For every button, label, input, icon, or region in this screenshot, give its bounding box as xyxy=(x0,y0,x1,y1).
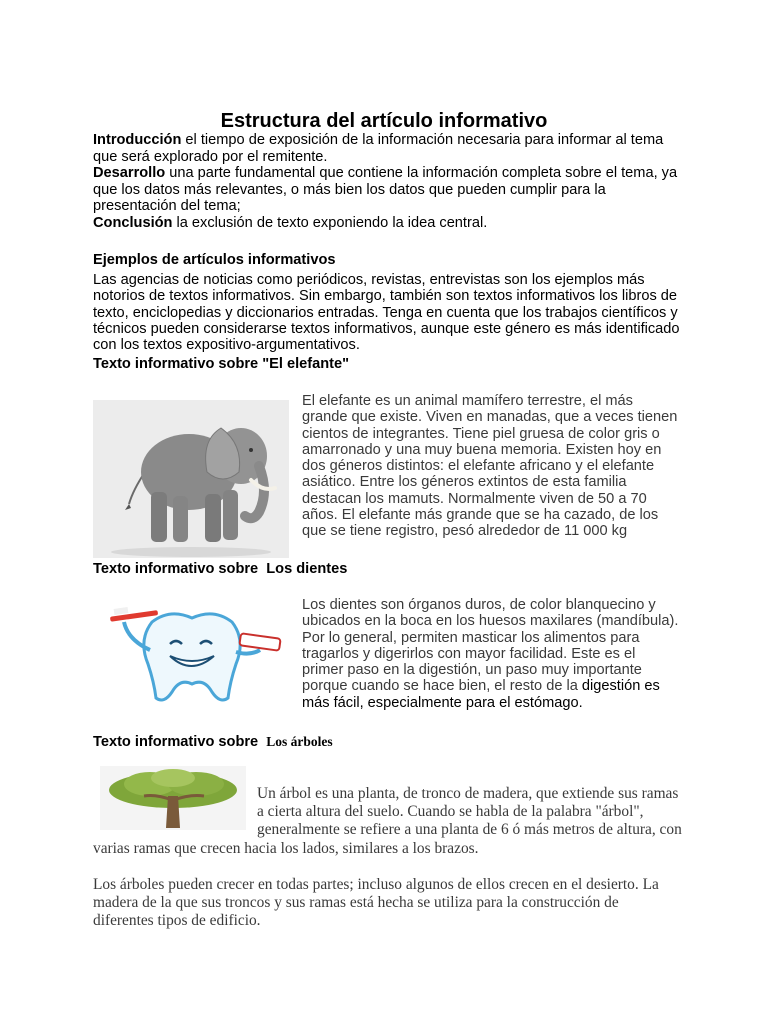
trees-heading xyxy=(93,733,333,751)
intro-label: Introducción xyxy=(93,132,182,148)
trees-heading-topic: Los árboles xyxy=(266,734,333,749)
intro-paragraph xyxy=(93,132,683,165)
elephant-heading: Texto informativo sobre "El elefante" xyxy=(93,356,350,372)
elephant-icon xyxy=(93,400,289,558)
elephant-image xyxy=(93,400,289,558)
conclusion-text: la exclusión de texto exponiendo la idea central. xyxy=(172,214,488,231)
trees-float-spacer xyxy=(93,785,257,839)
tooth-icon xyxy=(100,600,288,706)
trees-text-1 xyxy=(93,785,683,858)
teeth-heading-prefix: Texto informativo sobre xyxy=(93,561,267,577)
development-text: una parte fundamental que contiene la información completa sobre el tema, ya que los datos más relevantes, o más bien los datos que pueden cumplir para la presentación del tema; xyxy=(93,165,678,214)
tooth-image xyxy=(100,600,288,706)
conclusion-paragraph xyxy=(93,215,683,232)
teeth-heading xyxy=(93,561,347,578)
development-paragraph xyxy=(93,165,683,215)
trees-heading-prefix: Texto informativo sobre xyxy=(93,734,267,750)
teeth-text xyxy=(302,597,680,711)
teeth-text-main: Los dientes son órganos duros, de color blanquecino y ubicados en la boca en los huesos maxilares (mandíbula). Por lo general, permiten masticar los alimentos para tragarlos y digerirlos con mayor facilidad. Este es el primer paso en la digestión, un paso muy importante porque cuando se hace bien, el resto de la xyxy=(302,597,679,695)
examples-heading: Ejemplos de artículos informativos xyxy=(93,252,336,268)
structure-section xyxy=(93,132,683,231)
teeth-text-end: digestión es más fácil, especialmente para el estómago. xyxy=(302,678,660,711)
page-title: Estructura del artículo informativo xyxy=(220,110,548,132)
conclusion-label: Conclusión xyxy=(93,214,173,231)
development-label: Desarrollo xyxy=(93,165,166,181)
trees-text-1-content: Un árbol es una planta, de tronco de madera, que extiende sus ramas a cierta altura del suelo. Cuando se habla de la palabra "árbol", generalmente se refiere a una planta de 6 ó más metros de altura, con varias ramas que crecen hacia los lados, similares a los brazos. xyxy=(93,785,682,857)
examples-text: Las agencias de noticias como periódicos, revistas, entrevistas son los ejemplos más notorios de textos informativos. Sin embargo, también son textos informativos los libros de texto, enciclopedias y diccionarios entradas. Tenga en cuenta que los trabajos científicos y técnicos pueden considerarse textos informativos, aunque este género es más identificado con los textos expositivo-argumentativos. xyxy=(93,272,680,354)
trees-text-2: Los árboles pueden crecer en todas partes; incluso algunos de ellos crecen en el desierto. La madera de la que sus troncos y sus ramas está hecha se utiliza para la construcción de diferentes tipos de edificio. xyxy=(93,876,659,930)
elephant-text: El elefante es un animal mamífero terrestre, el más grande que existe. Viven en manadas, que a veces tienen cientos de integrantes. Tiene piel gruesa de color gris o amarronado y una muy buena memoria. Existen hoy en dos géneros distintos: el elefante africano y el elefante asiático. Entre los géneros extintos de esta familia destacan los mamuts. Normalmente viven de 50 a 70 años. El elefante más grande que se ha cazado, de los que se tiene registro, pesó alrededor de 11 000 kg xyxy=(302,393,678,540)
teeth-heading-topic: Los dientes xyxy=(266,561,348,577)
intro-text: el tiempo de exposición de la información necesaria para informar al tema que será explorado por el remitente. xyxy=(93,132,664,165)
